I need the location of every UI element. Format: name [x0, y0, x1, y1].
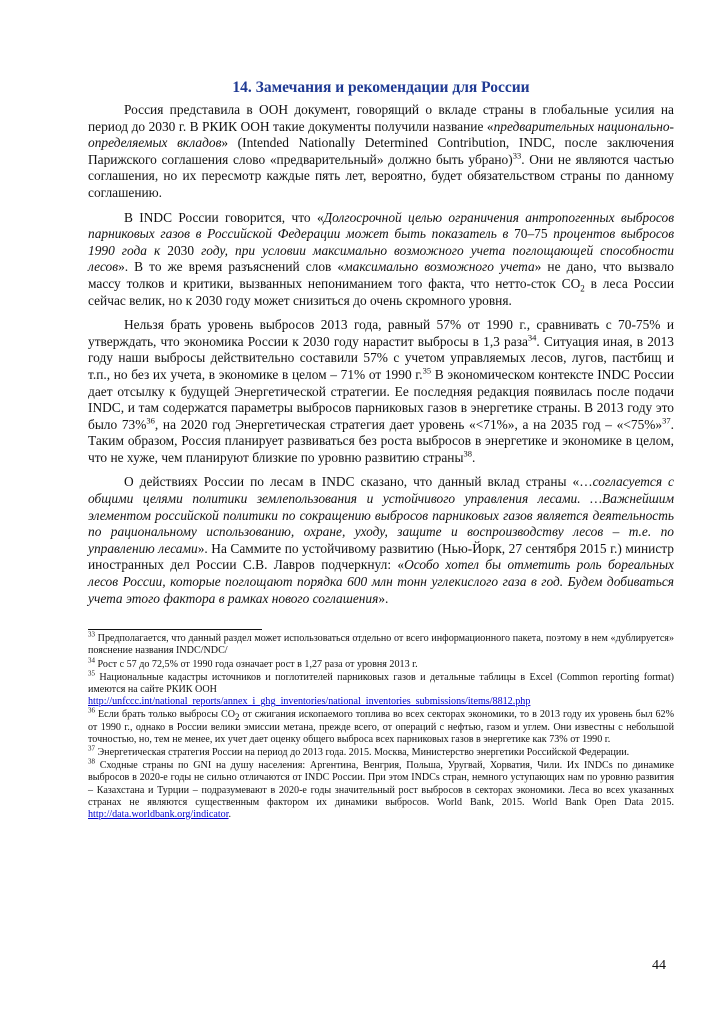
section-heading: 14. Замечания и рекомендации для России [232, 79, 530, 96]
paragraph-3: Нельзя брать уровень выбросов 2013 года, равный 57% от 1990 г., сравнивать с 70-75% и утверждать, что экономика России к 2030 году нарастит выбросы в 1,3 раза$^{34}$. Ситуация иная, в 2013 году наши выбросы действительно составили 57% с учетом управляемых лесов, лугов, пастбищ и т.п., но без их учета, в экономике в целом – 71% от 1990 г.$^{35}$ В экономическом контексте INDC России дает отсылку к будущей Энергетической стратегии. Ее последняя редакция появилась после подачи INDC, и там содержатся параметры выбросов парниковых газов в энергетике страны. В 2013 году это было 73%$^{36}$, на 2020 год Энергетическая стратегия дает уровень «<71%», а на 2035 год – «<75%»$^{37}$. Таким образом, Россия планирует развиваться без роста выбросов в энергетике и экономике в целом, что не хуже, чем планируют близкие по уровню развитию страны$^{38}$. [88, 317, 674, 465]
footnote-ref-38[interactable]: 38 [463, 448, 472, 459]
footnote-ref-37[interactable]: 37 [662, 415, 671, 426]
footnote-ref-35[interactable]: 35 [422, 365, 432, 376]
worldbank-link[interactable]: http://data.worldbank.org/indicator [88, 809, 229, 821]
page-content [88, 78, 674, 822]
footnote-divider [88, 629, 262, 630]
paragraph-2: В INDC России говорится, что «Долгосрочной целью ограничения антропогенных выбросов парниковых газов в Российской Федерации может быть показатель в 70–75 процентов выбросов 1990 года к 2030 году, при условии максимально возможного учета поглощающей способности лесов». В то же время разъяснений слов «максимально возможного учета» не дано, что вызвало массу толков и критики, вызванных непониманием того факта, что нетто-сток $CO_2$ в леса России сейчас велик, но к 2030 году может снизиться до очень скромного уровня. [88, 209, 675, 308]
paragraph-4: О действиях России по лесам в INDC сказано, что данный вклад страны «…согласуется с общими целями политики землепользования и устойчивого управления лесами. …Важнейшим элементом российской политики по сокращению выбросов парниковых газов является деятельность по рациональному использованию, охране, уходу, защите и воспроизводству лесов – т.е. по управлению лесами». На Саммите по устойчивому развитию (Нью-Йорк, 27 сентября 2015 г.) министр иностранных дел России С.В. Лавров подчеркнул: «Особо хотел бы отметить роль бореальных лесов России, которые поглощают порядка 600 млн тонн углекислого газа в год. Будем добиваться учета этого фактора в рамках нового соглашения». [88, 474, 675, 606]
footnote-36: $^{36}$ Если брать только выбросы $CO_2$ от сжигания ископаемого топлива во всех секторах экономики, то в 2013 году их уровень был 62% от 1990 г., однако в России велики эмиссии метана, прежде всего, от операций с нефтью, газом и углем. Они известны с небольшой точностью, но, тем не менее, их учет дает оценку общего выброса всех парниковых газов в энергетике как 73% от 1990 г. [88, 707, 674, 745]
footnote-35: $^{35}$ Национальные кадастры источников и поглотителей парниковых газов и детальные таблицы в Excel (Common reporting format) имеются на сайте РКИК ООН http://unfccc.int/national_reports/annex_i_ghg_inventories/national_inventories_submissions/items/8812.php [88, 669, 674, 708]
unfccc-link[interactable]: http://unfccc.int/national_reports/annex_i_ghg_inventories/national_inventories_submissions/items/8812.php [88, 696, 531, 708]
footnote-34: $^{34}$ Рост с 57 до 72,5% от 1990 года означает рост в 1,27 раза от уровня 2013 г. [88, 656, 418, 670]
footnote-37: $^{37}$ Энергетическая стратегия России на период до 2013 года. 2015. Москва, Министерство энергетики Российской Федерации. [88, 744, 630, 759]
footnote-ref-36[interactable]: 36 [146, 415, 155, 426]
footnote-ref-34[interactable]: 34 [527, 332, 537, 343]
footnote-ref-33[interactable]: 33 [512, 150, 522, 161]
footnote-33: $^{33}$ Предполагается, что данный раздел может использоваться отдельно от всего информационного пакета, поэтому в нем «дублируется» пояснение названия INDC/NDC/ [88, 630, 674, 657]
footnote-38: $^{38}$ Сходные страны по GNI на душу населения: Аргентина, Венгрия, Польша, Уругвай, Хорватия, Чили. Их INDCs по динамике выбросов в 2020-е годы не сильно отличаются от INDC России. При этом INDCs стран, немного уступающих нам по уровню развития – Казахстана и Турции – подразумевают в 2020-е годы значительный рост выбросов в секторах экономики. Леса во всех указанных странах не являются существенным фактором их динамики выбросов. World Bank, 2015. World Bank Open Data 2015. http://data.worldbank.org/indicator. [88, 757, 674, 821]
page-number: 44 [652, 958, 666, 973]
paragraph-1: Россия представила в ООН документ, говорящий о вкладе страны в глобальные усилия на период до 2030 г. В РКИК ООН такие документы получили название «предварительных национально-определяемых вкладов» (Intended Nationally Determined Contribution, INDC, после заключения Парижского соглашения слово «предварительный» должно быть убрано)$^{33}$. Они не являются частью соглашения, но их пересмотр каждые пять лет, вероятно, будет обязательством страны по данному соглашению. [88, 102, 675, 200]
